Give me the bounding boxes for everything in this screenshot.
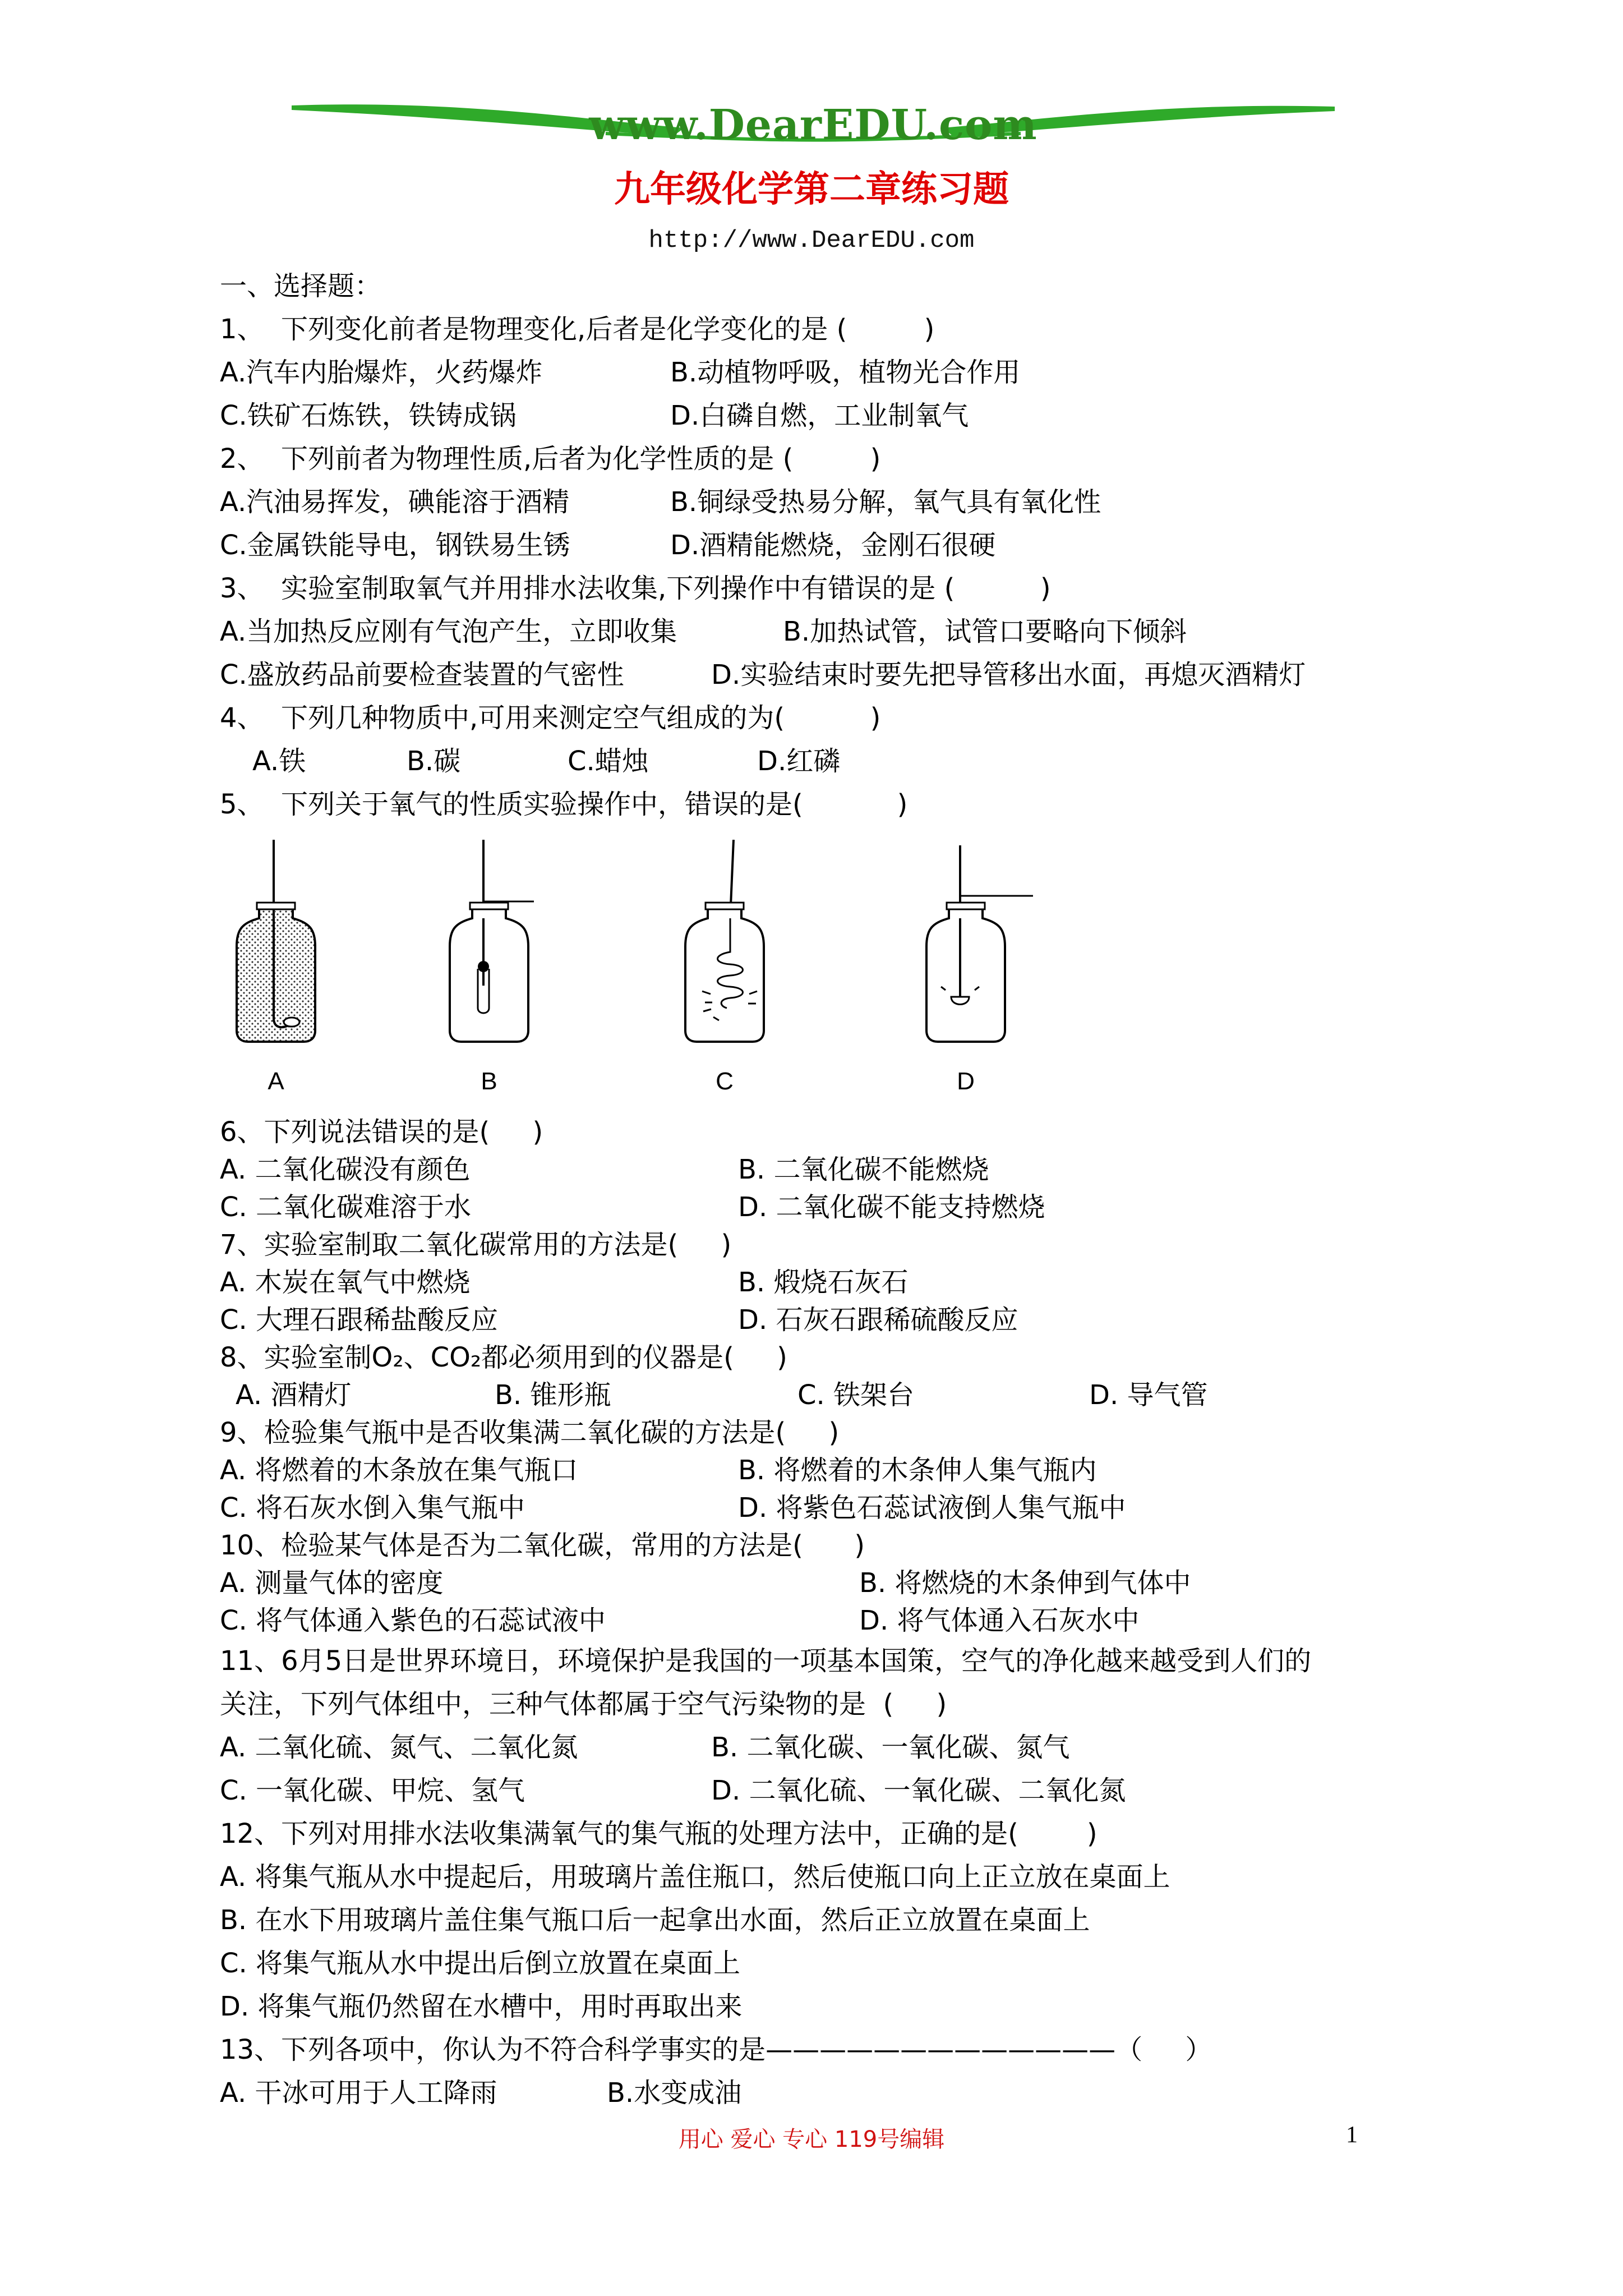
option-b: B.水变成油	[607, 2077, 742, 2109]
option-c: C.蜡烛	[568, 746, 649, 777]
option-d: D.酒精能燃烧，金刚石很硬	[670, 530, 996, 561]
option-d: D.红磷	[757, 746, 841, 777]
question-2-stem: 2、 下列前者为物理性质,后者为化学性质的是 ( )	[220, 443, 881, 475]
option-d: D. 将集气瓶仍然留在水槽中，用时再取出来	[220, 1991, 743, 2022]
bottle-a-diagram	[231, 840, 321, 1053]
question-12-stem: 12、下列对用排水法收集满氧气的集气瓶的处理方法中，正确的是( )	[220, 1818, 1098, 1849]
question-list	[220, 265, 1454, 2115]
figure-label-d: D	[957, 1068, 975, 1095]
option-c: C.盛放药品前要检查装置的气密性	[220, 659, 624, 691]
bottle-d-diagram	[921, 840, 1044, 1053]
question-9-options-row1	[220, 1452, 1454, 1489]
option-b: B. 将燃着的木条伸人集气瓶内	[738, 1455, 1097, 1486]
banner-logo-text: www.DearEDU.com	[589, 101, 1038, 149]
option-d: D.白磷自燃，工业制氧气	[670, 400, 969, 431]
option-b: B.碳	[407, 746, 461, 777]
question-11-stem-line2: 关注，下列气体组中，三种气体都属于空气污染物的是 ( )	[220, 1688, 947, 1720]
question-9-options-row2	[220, 1489, 1454, 1527]
option-d: D. 二氧化硫、一氧化碳、二氧化氮	[711, 1775, 1126, 1806]
option-d: D.实验结束时要先把导管移出水面，再熄灭酒精灯	[711, 659, 1306, 691]
figure-label-a: A	[268, 1068, 284, 1095]
question-8-stem: 8、实验室制O₂、CO₂都必须用到的仪器是( )	[220, 1342, 787, 1373]
option-c: C. 二氧化碳难溶于水	[220, 1191, 472, 1223]
footer-note: 用心 爱心 专心 119号编辑	[678, 2127, 945, 2152]
option-c: C. 一氧化碳、甲烷、氢气	[220, 1775, 525, 1806]
question-1-stem: 1、 下列变化前者是物理变化,后者是化学变化的是 ( )	[220, 314, 935, 345]
question-8-options	[220, 1377, 1454, 1414]
section-heading: 一、选择题：	[220, 270, 382, 302]
page-title: 九年级化学第二章练习题	[614, 169, 1009, 210]
question-1-options-row1	[220, 351, 1454, 394]
option-a: A. 木炭在氧气中燃烧	[220, 1267, 471, 1298]
figure-label-c: C	[716, 1068, 734, 1095]
bottle-c-diagram	[680, 840, 792, 1053]
option-a: A.铁	[252, 746, 306, 777]
question-9-stem: 9、检验集气瓶中是否收集满二氧化碳的方法是( )	[220, 1417, 840, 1448]
question-11-options-row1	[220, 1726, 1454, 1769]
question-1-options-row2	[220, 394, 1454, 438]
option-c: C. 铁架台	[797, 1379, 915, 1411]
option-d: D. 二氧化碳不能支持燃烧	[738, 1191, 1045, 1223]
option-a: A. 将燃着的木条放在集气瓶口	[220, 1455, 578, 1486]
question-6-stem: 6、下列说法错误的是( )	[220, 1116, 543, 1148]
question-3-stem: 3、 实验室制取氧气并用排水法收集,下列操作中有错误的是 ( )	[220, 573, 1051, 604]
question-10-options-row2	[220, 1602, 1454, 1640]
option-b: B.铜绿受热易分解，氧气具有氧化性	[670, 486, 1101, 518]
option-b: B. 在水下用玻璃片盖住集气瓶口后一起拿出水面，然后正立放置在桌面上	[220, 1904, 1090, 1936]
option-b: B.加热试管，试管口要略向下倾斜	[783, 616, 1187, 647]
question-10-options-row1	[220, 1565, 1454, 1602]
option-a: A. 酒精灯	[236, 1379, 352, 1411]
question-4-stem: 4、 下列几种物质中,可用来测定空气组成的为( )	[220, 702, 881, 734]
option-c: C.金属铁能导电，钢铁易生锈	[220, 530, 570, 561]
option-c: C. 将石灰水倒入集气瓶中	[220, 1492, 525, 1524]
option-a: A.当加热反应刚有气泡产生，立即收集	[220, 616, 677, 647]
question-3-options-row2	[220, 654, 1454, 697]
option-b: B. 煅烧石灰石	[738, 1267, 909, 1298]
question-6-options-row1	[220, 1151, 1454, 1189]
question-10-stem: 10、检验某气体是否为二氧化碳，常用的方法是( )	[220, 1530, 865, 1561]
option-d: D. 将紫色石蕊试液倒人集气瓶中	[738, 1492, 1126, 1524]
question-11-stem-line1: 11、6月5日是世界环境日，环境保护是我国的一项基本国策，空气的净化越来越受到人们的	[220, 1645, 1312, 1677]
option-a: A. 将集气瓶从水中提起后，用玻璃片盖住瓶口，然后使瓶口向上正立放在桌面上	[220, 1861, 1170, 1893]
option-c: C. 将集气瓶从水中提出后倒立放置在桌面上	[220, 1948, 741, 1979]
question-11-options-row2	[220, 1769, 1454, 1812]
option-b: B. 锥形瓶	[495, 1379, 611, 1411]
option-c: C.铁矿石炼铁，铁铸成锅	[220, 400, 517, 431]
question-7-options-row1	[220, 1264, 1454, 1301]
q5-experiment-figure	[220, 840, 1229, 1109]
option-a: A.汽油易挥发，碘能溶于酒精	[220, 486, 570, 518]
option-d: D. 导气管	[1089, 1379, 1208, 1411]
bottle-b-diagram	[444, 840, 556, 1053]
question-13-stem: 13、下列各项中，你认为不符合科学事实的是—————————————（ ）	[220, 2034, 1212, 2065]
option-d: D. 石灰石跟稀硫酸反应	[738, 1304, 1018, 1336]
option-a: A. 二氧化硫、氮气、二氧化氮	[220, 1732, 578, 1763]
option-b: B.动植物呼吸，植物光合作用	[670, 357, 1021, 388]
option-b: B. 将燃烧的木条伸到气体中	[859, 1567, 1191, 1599]
page-number: 1	[1346, 2122, 1358, 2148]
question-2-options-row2	[220, 524, 1454, 567]
question-13-options	[220, 2072, 1454, 2115]
question-3-options-row1	[220, 610, 1454, 654]
page-url[interactable]: http://www.DearEDU.com	[648, 227, 975, 255]
question-7-options-row2	[220, 1301, 1454, 1339]
question-4-options	[220, 740, 1454, 783]
question-7-stem: 7、实验室制取二氧化碳常用的方法是( )	[220, 1229, 732, 1260]
option-c: C. 将气体通入紫色的石蕊试液中	[220, 1605, 606, 1636]
option-b: B. 二氧化碳不能燃烧	[738, 1154, 989, 1185]
option-d: D. 将气体通入石灰水中	[859, 1605, 1140, 1636]
question-2-options-row1	[220, 481, 1454, 524]
option-b: B. 二氧化碳、一氧化碳、氮气	[711, 1732, 1070, 1763]
question-6-options-row2	[220, 1189, 1454, 1226]
option-a: A. 二氧化碳没有颜色	[220, 1154, 471, 1185]
figure-label-b: B	[481, 1068, 497, 1095]
option-a: A. 测量气体的密度	[220, 1567, 444, 1599]
option-a: A.汽车内胎爆炸，火药爆炸	[220, 357, 543, 388]
option-c: C. 大理石跟稀盐酸反应	[220, 1304, 499, 1336]
question-5-stem: 5、 下列关于氧气的性质实验操作中，错误的是( )	[220, 789, 908, 820]
option-a: A. 干冰可用于人工降雨	[220, 2077, 497, 2109]
